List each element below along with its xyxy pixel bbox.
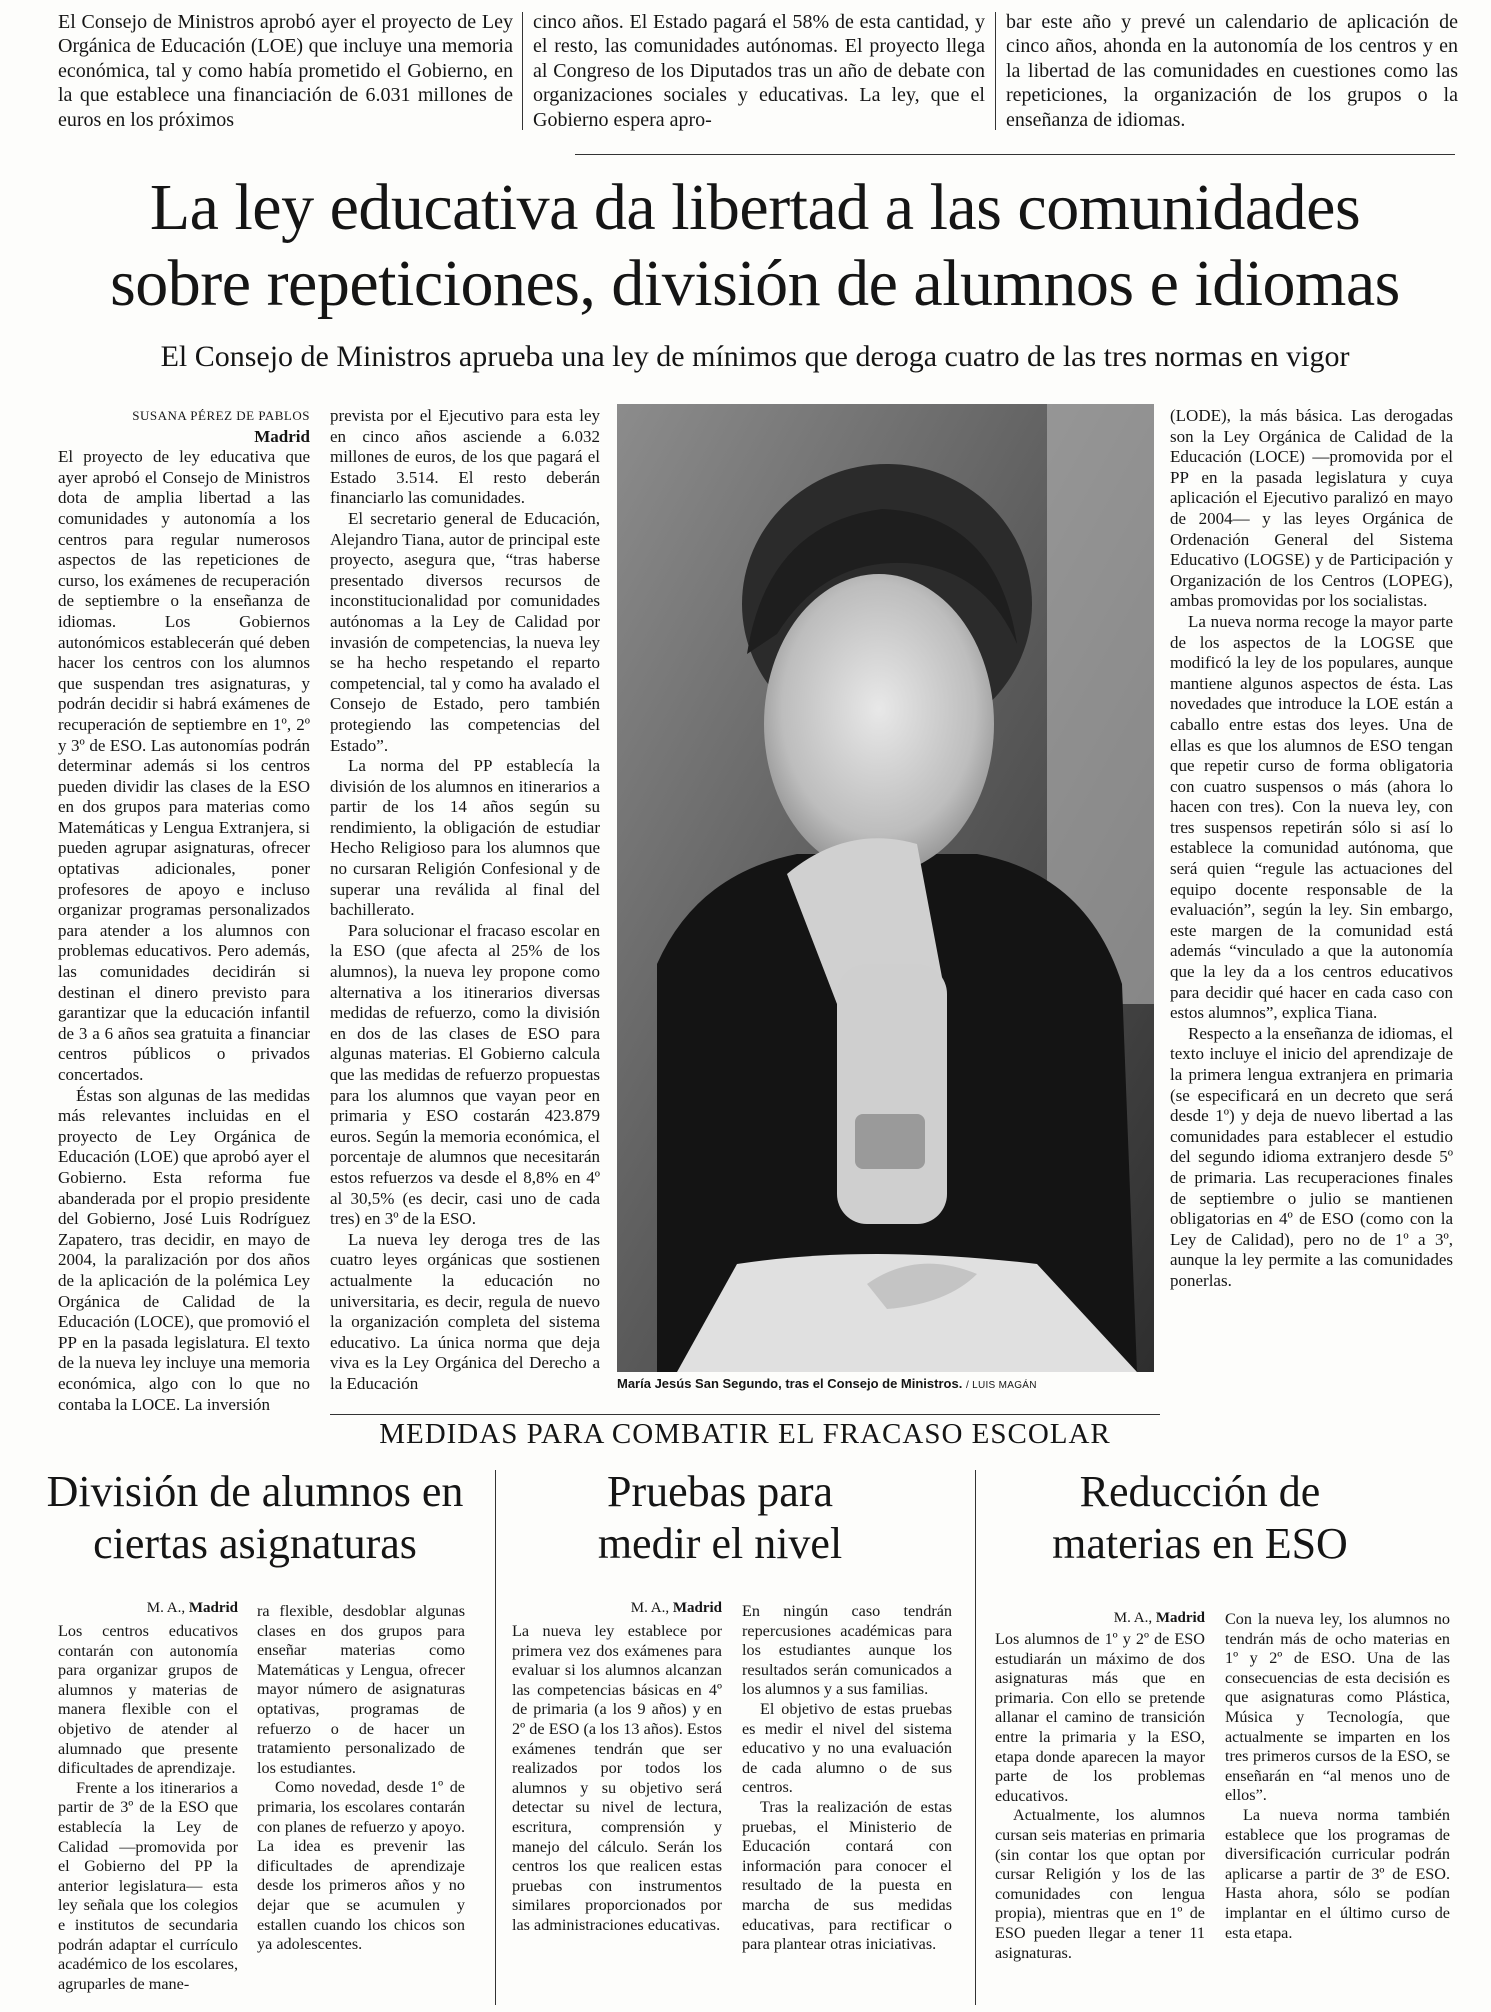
lead-divider-1 xyxy=(522,12,523,130)
box-3-byline xyxy=(995,1610,1205,1627)
box-divider-1 xyxy=(495,1470,496,2005)
box-byline: M. A., xyxy=(630,1600,670,1616)
box-3-column-1 xyxy=(995,1630,1205,2002)
article-column-1 xyxy=(58,406,310,1414)
box-byline: M. A., xyxy=(146,1600,186,1616)
box-paragraph: La nueva ley establece por primera vez dos exámenes para evaluar si los alumnos alcanzan las competencias básicas en 4º de primaria (a los 9 años) y en 2º de ESO (a los 13 años). Estos exámenes tendrán que ser realizados por todos los alumnos y su objetivo será detectar su nivel de lectura, escritura, comprensión y manejo del cálculo. Serán los centros los que realicen estas pruebas con instrumentos similares proporcionados por las administraciones educativas. xyxy=(512,1622,722,1934)
lead-column-3: bar este año y prevé un calendario de aplicación de cinco años, ahonda en la autonomía de los centros y en la libertad de las comunidades en cuestiones como las repeticiones, la organización de los grupos o la enseñanza de idiomas. xyxy=(1006,11,1458,131)
lead-column-1: El Consejo de Ministros aprobó ayer el proyecto de Ley Orgánica de Educación (LOE) que incluye una memoria económica, tal y como había prometido el Gobierno, en la que establece una financiación de 6.031 millones de euros en los próximos xyxy=(58,11,513,131)
caption-text: María Jesús San Segundo, tras el Consejo de Ministros. xyxy=(617,1376,963,1391)
box-paragraph: Tras la realización de estas pruebas, el Ministerio de Educación contará con información para conocer el resultado de la puesta en marcha de sus medidas educativas, para rectificar o para plantear otras iniciativas. xyxy=(742,1797,952,1954)
box-paragraph: Como novedad, desde 1º de primaria, los escolares contarán con planes de refuerzo y apoyo. La idea es prevenir las dificultades de aprendizaje desde los primeros años y no dejar que se acumulen y estallen cuando los chicos son ya adolescentes. xyxy=(257,1778,465,1954)
box-1-column-2 xyxy=(257,1602,465,2002)
box-2-byline xyxy=(512,1600,722,1617)
box-city: Madrid xyxy=(188,1600,238,1616)
box-2-column-1 xyxy=(512,1622,722,2002)
box-divider-2 xyxy=(975,1470,976,2005)
article-byline: SUSANA PÉREZ DE PABLOS xyxy=(132,408,310,423)
photo-credit: / LUIS MAGÁN xyxy=(965,1380,1037,1391)
headline-line-1: La ley educativa da libertad a las comunidades xyxy=(149,171,1361,244)
box-paragraph: La nueva norma también establece que los programas de diversificación curricular podrán aplicarse a partir de 3º de ESO. Hasta ahora, sólo se podían implantar en el último curso de esta etapa. xyxy=(1225,1805,1450,1942)
box-byline: M. A., xyxy=(1113,1610,1153,1626)
article-paragraph: Éstas son algunas de las medidas más relevantes incluidas en el proyecto de Ley Orgánica de Educación (LOE) que aprobó ayer el Gobierno. Esta reforma fue abanderada por el propio presidente del Gobierno, José Luis Rodríguez Zapatero, tras decidir, en mayo de 2004, la paralización por dos años de la aplicación de la polémica Ley Orgánica de Calidad de la Educación (LOCE), que promovió el PP en la pasada legislatura. El texto de la nueva ley incluye una memoria económica, algo con lo que no contaba la LOCE. La inversión xyxy=(58,1085,310,1414)
article-paragraph: Respecto a la enseñanza de idiomas, el texto incluye el inicio del aprendizaje de la primera lengua extranjera en primaria (se especificará en un decreto que será desde 1º) y deja de nuevo libertad a las comunidades para establecer el estudio del segundo idioma extranjero desde 5º de primaria. Las recuperaciones finales de septiembre o julio se mantienen obligatorias en 4º de ESO (como con la Ley de Calidad), pero no de 1º a 3º, aunque la ley permite a las comunidades ponerlas. xyxy=(1170,1023,1453,1290)
article-column-2 xyxy=(330,406,600,1393)
box-3-column-2 xyxy=(1225,1610,1450,2002)
lead-divider-2 xyxy=(995,12,996,130)
photo-caption xyxy=(617,1376,1157,1391)
box-1-title: División de alumnos en ciertas asignaturas xyxy=(46,1467,464,1568)
article-paragraph: La nueva ley deroga tres de las cuatro leyes orgánicas que sostienen actualmente la educación no universitaria, es decir, regula de nuevo la organización completa del sistema educativo. La única norma que deja viva es la Ley Orgánica del Derecho a la Educación xyxy=(330,1229,600,1393)
article-paragraph: (LODE), la más básica. Las derogadas son la Ley Orgánica de Calidad de la Educación (LOCE) —promovida por el PP en la pasada legislatura y cuya aplicación el Ejecutivo paralizó en mayo de 2004— y las leyes Orgánica de Ordenación General del Sistema Educativo (LOGSE) y de Participación y Organización de los Centros (LOPEG), ambas promovidas por los socialistas. xyxy=(1170,406,1453,611)
box-city: Madrid xyxy=(1155,1610,1205,1626)
lead-bottom-rule xyxy=(575,154,1455,155)
box-paragraph: Los alumnos de 1º y 2º de ESO estudiarán un máximo de dos asignaturas más que en primaria. Con ello se pretende allanar el camino de transición entre la primaria y la ESO, etapa donde aparecen la mayor parte de los problemas educativos. xyxy=(995,1630,1205,1805)
box-paragraph: Con la nueva ley, los alumnos no tendrán más de ocho materias en 1º y 2º de ESO. Una de las consecuencias de esta decisión es que asignaturas como Plástica, Música y Tecnología, que actualmente se imparten en los tres primeros cursos de la ESO, se enseñarán en “al menos uno de ellos”. xyxy=(1225,1610,1450,1805)
article-paragraph: El secretario general de Educación, Alejandro Tiana, autor de principal este proyecto, asegura que, “tras haberse presentado diversos recursos de inconstitucionalidad por comunidades autónomas a la Ley de Calidad por invasión de competencias, la nueva ley se ha hecho respetando el reparto competencial, tal y como ha avalado el Consejo de Estado, pero también protegiendo las competencias del Estado”. xyxy=(330,508,600,755)
article-paragraph: prevista por el Ejecutivo para esta ley en cinco años asciende a 6.032 millones de euros, de los que pagará el Estado 3.514. El resto deberán financiarlo las comunidades. xyxy=(330,406,600,508)
article-paragraph: El proyecto de ley educativa que ayer aprobó el Consejo de Ministros dota de amplia libertad a las comunidades y autonomía a los centros para regular numerosos aspectos de las repeticiones de curso, los exámenes de recuperación de septiembre o la enseñanza de idiomas. Los Gobiernos autonómicos establecerán qué deben hacer los centros con los alumnos que suspendan tres asignaturas, y podrán decidir si habrá exámenes de recuperación de septiembre en 1º, 2º y 3º de ESO. Las autonomías podrán determinar además si los centros pueden dividir las clases de la ESO en dos grupos para materias como Matemáticas y Lengua Extranjera, si pueden agrupar asignaturas, ofrecer optativas adicionales, poner profesores de apoyo e incluso organizar programas personalizados para atender a los alumnos con problemas educativos. Pero además, las comunidades decidirán si destinan el dinero previsto para garantizar que la educación infantil de 3 a 6 años sea gratuita a financiar centros públicos o privados concertados. xyxy=(58,447,310,1084)
box-2-title: Pruebas para medir el nivel xyxy=(597,1467,843,1568)
box-paragraph: Frente a los itinerarios a partir de 3º de la ESO que establecía la Ley de Calidad —promovida por el Gobierno del PP la anterior legislatura— esta ley señala que los colegios e institutos de secundaria podrán adaptar el currículo académico de los escolares, agruparles de mane- xyxy=(58,1778,238,1993)
subheadline: El Consejo de Ministros aprueba una ley de mínimos que deroga cuatro de las tres normas en vigor xyxy=(160,340,1350,373)
article-column-3 xyxy=(1170,406,1453,1381)
box-paragraph: Los centros educativos contarán con autonomía para organizar grupos de alumnos y materias de manera flexible con el objetivo de atender al alumnado que presente dificultades de aprendizaje. xyxy=(58,1622,238,1778)
box-city: Madrid xyxy=(672,1600,722,1616)
box-paragraph: Actualmente, los alumnos cursan seis materias en primaria (sin contar los que optan por cursar Religión y los de las comunidades con lengua propia), mientras que en 1º de ESO pueden llegar a tener 11 asignaturas. xyxy=(995,1806,1205,1962)
news-photo xyxy=(617,404,1154,1372)
box-paragraph: El objetivo de estas pruebas es medir el nivel del sistema educativo y no una evaluación de cada alumno o de sus centros. xyxy=(742,1699,952,1797)
lead-column-2: cinco años. El Estado pagará el 58% de esta cantidad, y el resto, las comunidades autónomas. El proyecto llega al Congreso de los Diputados tras un año de debate con organizaciones sociales y educativas. La ley, que el Gobierno espera apro- xyxy=(533,11,985,131)
headline-line-2: sobre repeticiones, división de alumnos e idiomas xyxy=(110,247,1400,320)
article-paragraph: Para solucionar el fracaso escolar en la ESO (que afecta al 25% de los alumnos), la nueva ley propone como alternativa a los itinerarios diversas medidas de refuerzo, como la división en dos de las clases de ESO para algunas materias. El Gobierno calcula que las medidas de refuerzo propuestas para los alumnos que vayan peor en primaria y ESO costarán 423.879 euros. Según la memoria económica, el porcentaje de alumnos que necesitarán estos refuerzos va desde el 8,8% en 4º al 30,5% (es decir, casi uno de cada tres) en 3º de la ESO. xyxy=(330,920,600,1229)
box-2-column-2 xyxy=(742,1602,952,2002)
box-3-title: Reducción de materias en ESO xyxy=(1052,1467,1348,1568)
portrait-image xyxy=(617,404,1154,1372)
box-paragraph: En ningún caso tendrán repercusiones académicas para los estudiantes aunque los resultados serán comunicados a los alumnos y a sus familias. xyxy=(742,1602,952,1699)
box-1-byline xyxy=(58,1600,238,1617)
section-rule-top xyxy=(330,1414,1160,1415)
box-1-column-1 xyxy=(58,1622,238,2002)
box-paragraph: ra flexible, desdoblar algunas clases en dos grupos para enseñar materias como Matemáticas y Lengua, ofrecer mayor número de asignaturas optativas, programas de refuerzo o de hacer un tratamiento personalizado de los estudiantes. xyxy=(257,1602,465,1777)
article-paragraph: La norma del PP establecía la división de los alumnos en itinerarios a partir de los 14 años según su rendimiento, la obligación de estudiar Hecho Religioso para los alumnos que no cursaran Religión Confesional y de superar una reválida al final del bachillerato. xyxy=(330,756,600,920)
section-label: MEDIDAS PARA COMBATIR EL FRACASO ESCOLAR xyxy=(379,1418,1111,1450)
article-city: Madrid xyxy=(254,426,310,446)
article-paragraph: La nueva norma recoge la mayor parte de los aspectos de la LOGSE que modificó la ley de los populares, aunque mantiene algunos aspectos de ésta. Las novedades que introduce la LOE están a caballo entre estas dos leyes. Una de ellas es que los alumnos de ESO tengan que repetir curso de forma obligatoria con cuatro suspensos o más (ahora lo hacen con tres). Con la nueva ley, con tres suspensos repetirán sólo si así lo establece la comunidad autónoma, que será quien “regule las actuaciones del equipo docente responsable de la evaluación”, según la ley. Sin embargo, este margen de la comunidad está además “vinculado a que la autonomía que la ley da a los centros educativos para decidir qué hacer en cada caso con estos alumnos”, explica Tiana. xyxy=(1170,611,1453,1023)
